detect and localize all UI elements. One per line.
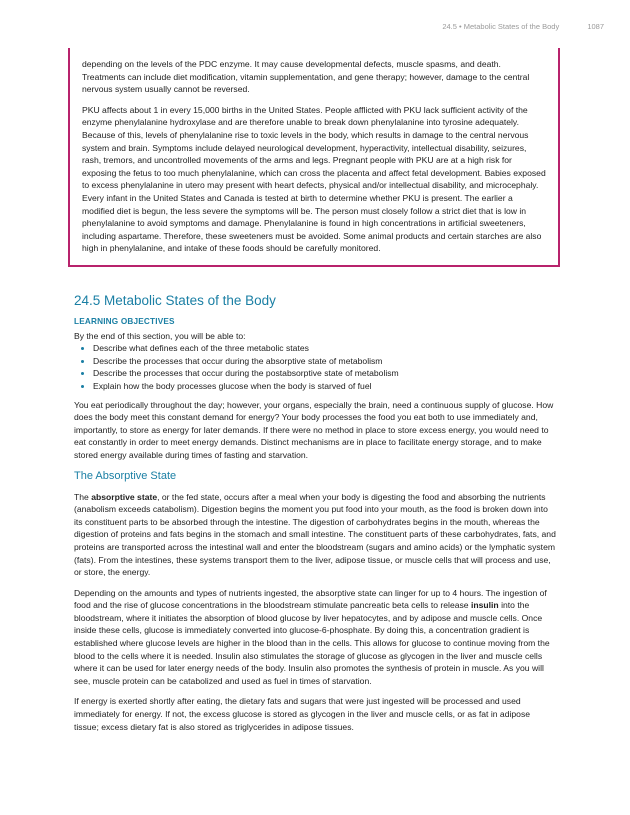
- feature-paragraph-2: PKU affects about 1 in every 15,000 births in the United States. People afflicted with PKU lack sufficient activity of the enzyme phenylalanine hydroxylase and are therefore unable to break down phenylalanine into tyrosine adequately. Because of this, levels of phenylalanine rise to toxic levels in the body, which results in damage to the central nervous system and brain. Symptoms include delayed neurological development, hyperactivity, intellectual disability, seizures, rash, tremors, and uncontrolled movements of the arms and legs. Pregnant people with PKU are at a high risk for exposing the fetus to too much phenylalanine, which can cross the placenta and affect fetal development. Babies exposed to excess phenylalanine in utero may present with heart defects, physical and/or intellectual disability, and microcephaly. Every infant in the United States and Canada is tested at birth to determine whether PKU is present. The earlier a modified diet is begun, the less severe the symptoms will be. The person must closely follow a strict diet that is low in phenylalanine to avoid symptoms and damage. Phenylalanine is found in high concentrations in artificial sweeteners, including aspartame. Therefore, these sweeteners must be avoided. Some animal products and certain starches are also high in phenylalanine, and intake of these foods should be carefully monitored.: [82, 104, 546, 254]
- running-title: 24.5 • Metabolic States of the Body: [442, 22, 560, 31]
- learning-objectives-list: [74, 342, 556, 392]
- text-run: into the bloodstream, where it initiates the absorption of blood glucose by liver hepatocytes, and by adipose and muscle cells. Once inside these cells, glucose is immediately converted into glucose-6-phosphate. By doing this, a concentration gradient is established where glucose levels are higher in the blood than in the cells. This allows for glucose to continue moving from the blood to the cells where it is needed. Insulin also stimulates the storage of glucose as glycogen in the liver and muscle cells where it can be used for later energy needs of the body. Insulin also promotes the synthesis of protein in muscle. As you will see, muscle protein can be catabolized and used as fuel in times of starvation.: [74, 600, 550, 686]
- intro-paragraph: You eat periodically throughout the day; however, your organs, especially the brain, need a continuous supply of glucose. How does the body meet this constant demand for energy? Your body processes the food you eat both to use immediately and, importantly, to store as energy for later demands. If there were no method in place to store excess energy, you would need to eat constantly in order to meet energy demands. Distinct mechanisms are in place to facilitate energy storage, and to make stored energy available during times of fasting and starvation.: [74, 399, 554, 460]
- feature-box: [68, 48, 560, 267]
- text-run: Depending on the amounts and types of nutrients ingested, the absorptive state can linger for up to 4 hours. The ingestion of food and the rise of glucose concentrations in the bloodstream stimulate pancreatic beta cells to release: [74, 587, 547, 611]
- absorptive-paragraph-2: [74, 587, 556, 688]
- key-term-insulin: insulin: [470, 600, 499, 611]
- text-run: The: [74, 491, 92, 502]
- learning-objectives-intro: By the end of this section, you will be able to:: [74, 330, 246, 341]
- feature-paragraph-1: depending on the levels of the PDC enzyme. It may cause developmental defects, muscle spasms, and death. Treatments can include diet modification, vitamin supplementation, and gene therapy; however, damage to the central nervous system usually cannot be reversed.: [82, 59, 530, 95]
- learning-objective-item: Describe the processes that occur during the absorptive state of metabolism: [74, 355, 556, 368]
- running-header: [442, 22, 604, 31]
- main-content: [74, 293, 556, 741]
- section-title: 24.5 Metabolic States of the Body: [74, 293, 276, 308]
- text-run: , or the fed state, occurs after a meal when your body is digesting the food and absorbing the nutrients (anabolism exceeds catabolism). Digestion begins the moment you put food into your mouth, as the food is broken down into its constituent parts to be absorbed through the intestine. The digestion of carbohydrates begins in the mouth, whereas the digestion of proteins and fats begins in the stomach and small intestine. The constituent parts of these carbohydrates, fats, and proteins are transported across the intestinal wall and enter the bloodstream (sugars and amino acids) or the lymphatic system (fats). From the intestines, these systems transport them to the liver, adipose tissue, or muscle cells that will process and use, or store, the energy.: [74, 491, 556, 578]
- key-term-absorptive-state: absorptive state: [91, 491, 158, 502]
- learning-objective-item: Describe the processes that occur during the postabsorptive state of metabolism: [74, 367, 556, 380]
- subsection-title: The Absorptive State: [74, 469, 177, 482]
- absorptive-paragraph-1: [74, 491, 556, 579]
- learning-objective-item: Describe what defines each of the three metabolic states: [74, 342, 556, 355]
- learning-objectives-heading: LEARNING OBJECTIVES: [74, 317, 175, 326]
- page-number: 1087: [587, 22, 604, 31]
- learning-objective-item: Explain how the body processes glucose when the body is starved of fuel: [74, 380, 556, 393]
- absorptive-paragraph-3: If energy is exerted shortly after eating, the dietary fats and sugars that were just ingested will be processed and used immediately for energy. If not, the excess glucose is stored as glycogen in the liver and muscle cells, or as fat in adipose tissue; excess dietary fat is also stored as triglycerides in adipose tissues.: [74, 696, 531, 732]
